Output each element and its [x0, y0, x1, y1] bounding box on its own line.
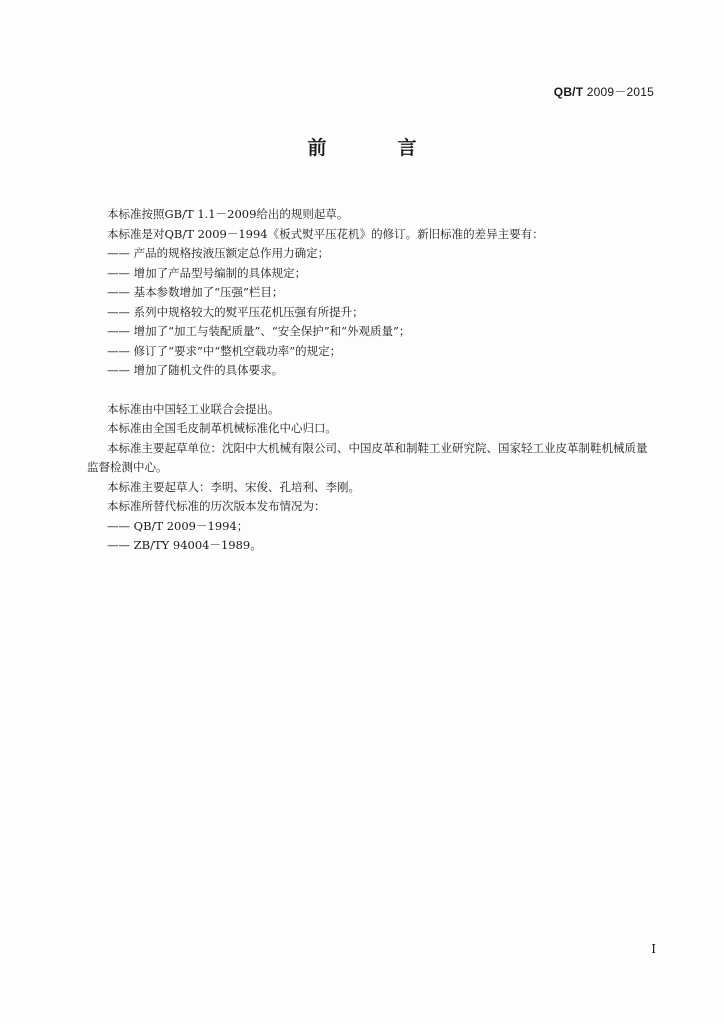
paragraph-history-intro: 本标准所替代标准的历次版本发布情况为：: [107, 499, 326, 513]
standard-code: [554, 83, 654, 100]
change-item: —— 增加了产品型号编制的具体规定；: [107, 265, 307, 280]
paragraph-drafting-rule: 本标准按照GB/T 1.1－2009给出的规则起草。: [107, 207, 349, 221]
change-item: —— 修订了“要求”中“整机空载功率”的规定；: [107, 343, 342, 358]
change-item: —— 基本参数增加了“压强”栏目；: [107, 285, 284, 299]
change-item: —— 增加了随机文件的具体要求。: [107, 363, 284, 377]
history-item: —— QB/T 2009－1994；: [107, 518, 249, 533]
foreword-body: [87, 205, 657, 556]
spacer: [87, 381, 657, 400]
paragraph-drafters: 本标准主要起草人：李明、宋俊、孔培利、李刚。: [107, 479, 360, 494]
paragraph-proposed-by: 本标准由中国轻工业联合会提出。: [107, 401, 280, 416]
paragraph-drafting-units: 本标准主要起草单位：沈阳中大机械有限公司、中国皮革和制鞋工业研究院、国家轻工业皮革制鞋机械质量监督检测中心。: [87, 440, 648, 474]
standard-code-number: 2009－2015: [586, 85, 654, 99]
page-title: 前 言: [307, 137, 443, 159]
page-number: I: [651, 942, 656, 956]
change-item: —— 系列中规格较大的熨平压花机压强有所提升；: [107, 304, 364, 319]
change-item: —— 增加了“加工与装配质量”、“安全保护”和“外观质量”；: [107, 324, 411, 338]
standard-code-prefix: QB/T: [553, 85, 584, 99]
paragraph-managed-by: 本标准由全国毛皮制革机械标准化中心归口。: [107, 421, 337, 435]
history-item: —— ZB/TY 94004－1989。: [107, 538, 262, 552]
paragraph-revision: 本标准是对QB/T 2009－1994《板式熨平压花机》的修订。新旧标准的差异主要有：: [107, 226, 544, 241]
change-item: —— 产品的规格按液压额定总作用力确定；: [107, 246, 330, 260]
